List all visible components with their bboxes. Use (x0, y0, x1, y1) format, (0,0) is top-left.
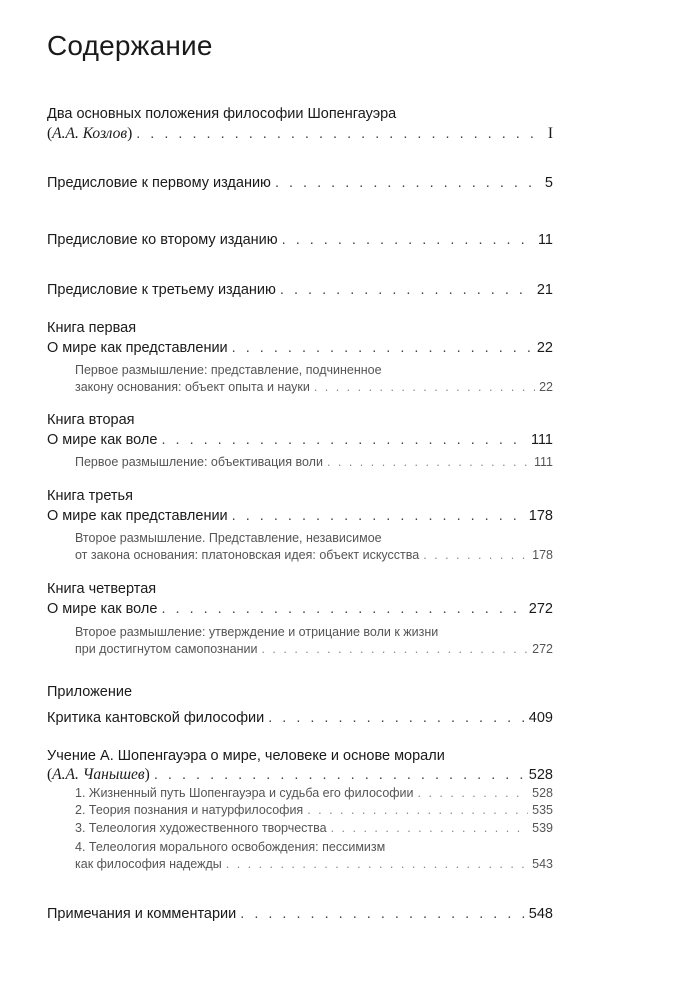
book4-label: Книга четвертая (47, 581, 157, 597)
essay-item-3: 3. Телеология художественного творчества (75, 821, 327, 835)
book1-sub-page: 22 (539, 380, 553, 394)
preface1-title: Предисловие к первому изданию (47, 175, 271, 191)
essay-page: 528 (528, 767, 553, 783)
toc-subentry-book-1[interactable] (75, 380, 553, 394)
essay-item-2: 2. Теория познания и натурфилософия (75, 803, 304, 817)
essay-item-3-page: 539 (532, 821, 553, 835)
dot-leader (161, 601, 524, 617)
book3-sub-page: 178 (532, 548, 553, 562)
dot-leader (423, 548, 528, 562)
toc-entry-intro[interactable] (47, 125, 553, 143)
essay-author: А.А. Чанышев (52, 766, 145, 783)
intro-page: I (547, 125, 553, 142)
toc-entry-preface-3[interactable] (47, 282, 553, 298)
book1-sub-line2: закону основания: объект опыта и науки (75, 380, 310, 394)
appendix-label: Приложение (47, 684, 133, 700)
intro-author-wrap: (А.А. Козлов) (47, 125, 133, 142)
book3-page: 178 (528, 508, 553, 524)
toc-entry-notes[interactable] (47, 906, 553, 922)
dot-leader (261, 642, 528, 656)
intro-title: Два основных положения философии Шопенгауэра (47, 106, 397, 122)
book4-sub-page: 272 (532, 642, 553, 656)
toc-subentry-essay-4[interactable] (75, 857, 553, 871)
essay-item-1-page: 528 (532, 786, 553, 800)
appendix-title: Критика кантовской философии (47, 710, 265, 726)
book1-label: Книга первая (47, 320, 137, 336)
dot-leader (327, 455, 530, 469)
book3-label: Книга третья (47, 488, 133, 504)
essay-item-1: 1. Жизненный путь Шопенгауэра и судьба его философии (75, 786, 414, 800)
book4-title: О мире как воле (47, 601, 158, 617)
toc-subentry-essay-2[interactable] (75, 803, 553, 817)
toc-subentry-book-3[interactable] (75, 548, 553, 562)
page-title: Содержание (47, 30, 213, 61)
essay-title: Учение А. Шопенгауэра о мире, человеке и основе морали (47, 748, 445, 764)
essay-item-4-page: 543 (532, 857, 553, 871)
toc-entry-preface-1[interactable] (47, 175, 553, 191)
notes-page: 548 (528, 906, 553, 922)
dot-leader (282, 232, 534, 248)
dot-leader (226, 857, 528, 871)
book1-sub-line1: Первое размышление: представление, подчиненное (75, 363, 382, 377)
dot-leader (161, 432, 527, 448)
preface3-title: Предисловие к третьему изданию (47, 282, 276, 298)
toc-subentry-essay-3[interactable] (75, 821, 553, 835)
preface2-title: Предисловие ко второму изданию (47, 232, 278, 248)
essay-item-4: 4. Телеология морального освобождения: пессимизм (75, 840, 386, 854)
dot-leader (232, 340, 533, 356)
notes-title: Примечания и комментарии (47, 906, 237, 922)
book4-sub-line2: при достигнутом самопознании (75, 642, 258, 656)
dot-leader (240, 906, 525, 922)
book3-title: О мире как представлении (47, 508, 228, 524)
dot-leader (418, 786, 529, 800)
book4-page: 272 (528, 601, 553, 617)
book4-sub-line1: Второе размышление: утверждение и отрицание воли к жизни (75, 625, 439, 639)
dot-leader (275, 175, 541, 191)
toc-entry-book-4[interactable] (47, 601, 553, 617)
toc-entry-book-1[interactable] (47, 340, 553, 356)
essay-item-2-page: 535 (532, 803, 553, 817)
toc-entry-book-2[interactable] (47, 432, 553, 448)
book2-sub-line1: Первое размышление: объективация воли (75, 455, 323, 469)
book3-sub-line2: от закона основания: платоновская идея: объект искусства (75, 548, 420, 562)
preface1-page: 5 (544, 175, 553, 191)
toc-subentry-essay-1[interactable] (75, 786, 553, 800)
essay-item-4-cont: как философия надежды (75, 857, 222, 871)
preface2-page: 11 (537, 232, 553, 248)
book2-title: О мире как воле (47, 432, 158, 448)
book1-page: 22 (536, 340, 553, 356)
dot-leader (154, 767, 525, 783)
book2-label: Книга вторая (47, 412, 135, 428)
dot-leader (307, 803, 528, 817)
book3-sub-line1: Второе размышление. Представление, независимое (75, 531, 382, 545)
toc-subentry-book-4[interactable] (75, 642, 553, 656)
book2-page: 111 (530, 432, 553, 448)
toc-entry-appendix[interactable] (47, 710, 553, 726)
dot-leader (232, 508, 525, 524)
appendix-page: 409 (528, 710, 553, 726)
essay-author-wrap: (А.А. Чанышев) (47, 766, 150, 783)
dot-leader (268, 710, 525, 726)
toc-entry-preface-2[interactable] (47, 232, 553, 248)
dot-leader (136, 126, 544, 142)
toc-subentry-book-2[interactable] (75, 455, 553, 469)
preface3-page: 21 (536, 282, 553, 298)
intro-author: А.А. Козлов (52, 125, 128, 142)
book2-sub-page: 111 (533, 455, 553, 469)
dot-leader (280, 282, 533, 298)
toc-entry-essay[interactable] (47, 766, 553, 784)
toc-entry-book-3[interactable] (47, 508, 553, 524)
dot-leader (331, 821, 529, 835)
book1-title: О мире как представлении (47, 340, 228, 356)
dot-leader (314, 380, 535, 394)
